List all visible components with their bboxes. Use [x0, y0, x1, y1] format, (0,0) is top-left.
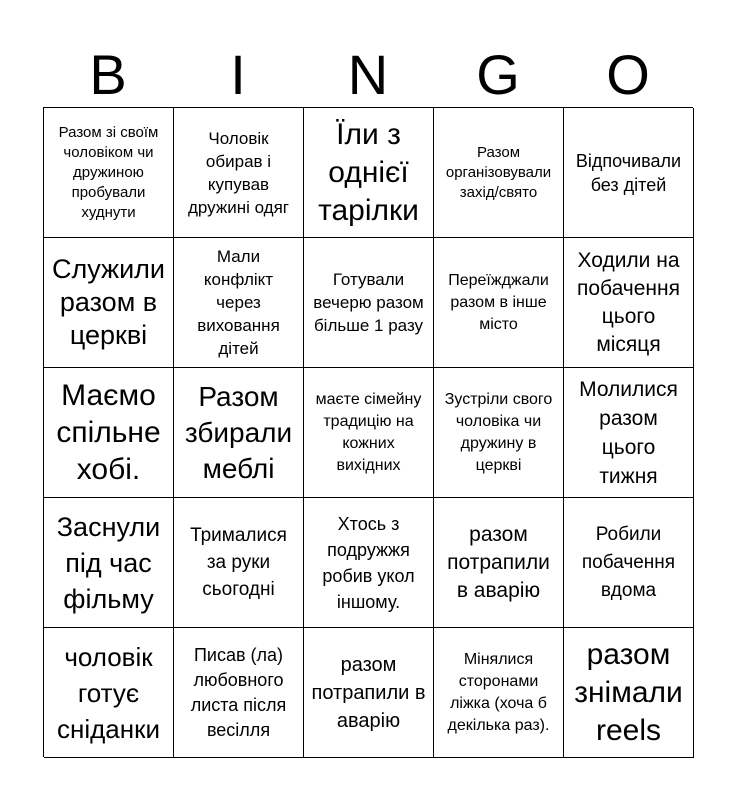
header-letter-n: N: [347, 43, 389, 106]
bingo-cell-text: Маємо спільне хобі.: [56, 379, 161, 486]
header-letter-i: I: [230, 43, 246, 106]
bingo-cell[interactable]: [304, 368, 434, 498]
bingo-cell[interactable]: [564, 498, 694, 628]
bingo-cell[interactable]: [304, 628, 434, 758]
bingo-cell[interactable]: [434, 238, 564, 368]
header-letter-b: B: [89, 43, 127, 106]
bingo-cell-text: Чоловік обирав і купував дружині одяг: [187, 128, 290, 217]
bingo-cell-text: Разом збирали меблі: [184, 380, 293, 484]
bingo-cell-text: Мали конфлікт через виховання дітей: [197, 247, 280, 358]
bingo-cell[interactable]: [44, 498, 174, 628]
bingo-cell[interactable]: [564, 628, 694, 758]
bingo-cell-text: Відпочивали без дітей: [575, 150, 682, 195]
bingo-cell-text: разом потрапили в аварію: [447, 522, 550, 602]
bingo-cell-text: Мінялися сторонами ліжка (хоча б декілька раз).: [447, 650, 550, 734]
bingo-cell-text: Їли з однієї тарілки: [318, 117, 419, 227]
bingo-cell[interactable]: [434, 368, 564, 498]
bingo-cell[interactable]: [434, 498, 564, 628]
bingo-cell[interactable]: [44, 108, 174, 238]
bingo-cell-text: Переїжджали разом в інше місто: [448, 271, 549, 333]
bingo-cell[interactable]: [304, 498, 434, 628]
bingo-cell-text: Зустріли свого чоловіка чи дружину в церкві: [444, 390, 553, 474]
bingo-cell[interactable]: [564, 238, 694, 368]
bingo-cell[interactable]: [44, 368, 174, 498]
bingo-cell-text: Писав (ла) любовного листа після весілля: [190, 644, 287, 740]
bingo-cell[interactable]: [174, 368, 304, 498]
bingo-cell[interactable]: [434, 108, 564, 238]
bingo-cell-text: Разом зі своїм чоловіком чи дружиною пробували худнути: [58, 123, 159, 221]
bingo-cell[interactable]: [174, 108, 304, 238]
bingo-cell-text: Заснули під час фільму: [56, 511, 161, 614]
bingo-cell-text: Молилися разом цього тижня: [579, 377, 678, 488]
bingo-cell-text: Разом організовували захід/свято: [445, 143, 552, 201]
bingo-cell[interactable]: [174, 498, 304, 628]
bingo-cell[interactable]: [174, 238, 304, 368]
bingo-board: [43, 107, 693, 757]
bingo-cell-text: Хтось з подружжя робив укол іншому.: [322, 513, 415, 612]
header-letter-g: G: [476, 43, 520, 106]
bingo-cell-text: Ходили на побачення цього місяця: [576, 248, 680, 356]
bingo-cell-text: маєте сімейну традицію на кожних вихідних: [315, 390, 422, 474]
bingo-cell-text: Служили разом в церкві: [51, 254, 166, 350]
bingo-cell-text: разом знімали reels: [574, 637, 683, 747]
bingo-cell[interactable]: [564, 108, 694, 238]
bingo-cell[interactable]: [564, 368, 694, 498]
bingo-cell-text: чоловік готує сніданки: [56, 641, 161, 744]
bingo-cell[interactable]: [434, 628, 564, 758]
bingo-cell[interactable]: [174, 628, 304, 758]
bingo-cell-text: Трималися за руки сьогодні: [190, 525, 287, 600]
bingo-cell-text: разом потрапили в аварію: [311, 653, 426, 732]
bingo-header: [43, 42, 693, 108]
bingo-cell[interactable]: [44, 628, 174, 758]
bingo-cell-text: Готували вечерю разом більше 1 разу: [313, 270, 424, 335]
bingo-cell-text: Робили побачення вдома: [581, 523, 676, 601]
bingo-cell[interactable]: [304, 238, 434, 368]
header-letter-o: O: [606, 43, 650, 106]
bingo-cell[interactable]: [304, 108, 434, 238]
bingo-cell[interactable]: [44, 238, 174, 368]
